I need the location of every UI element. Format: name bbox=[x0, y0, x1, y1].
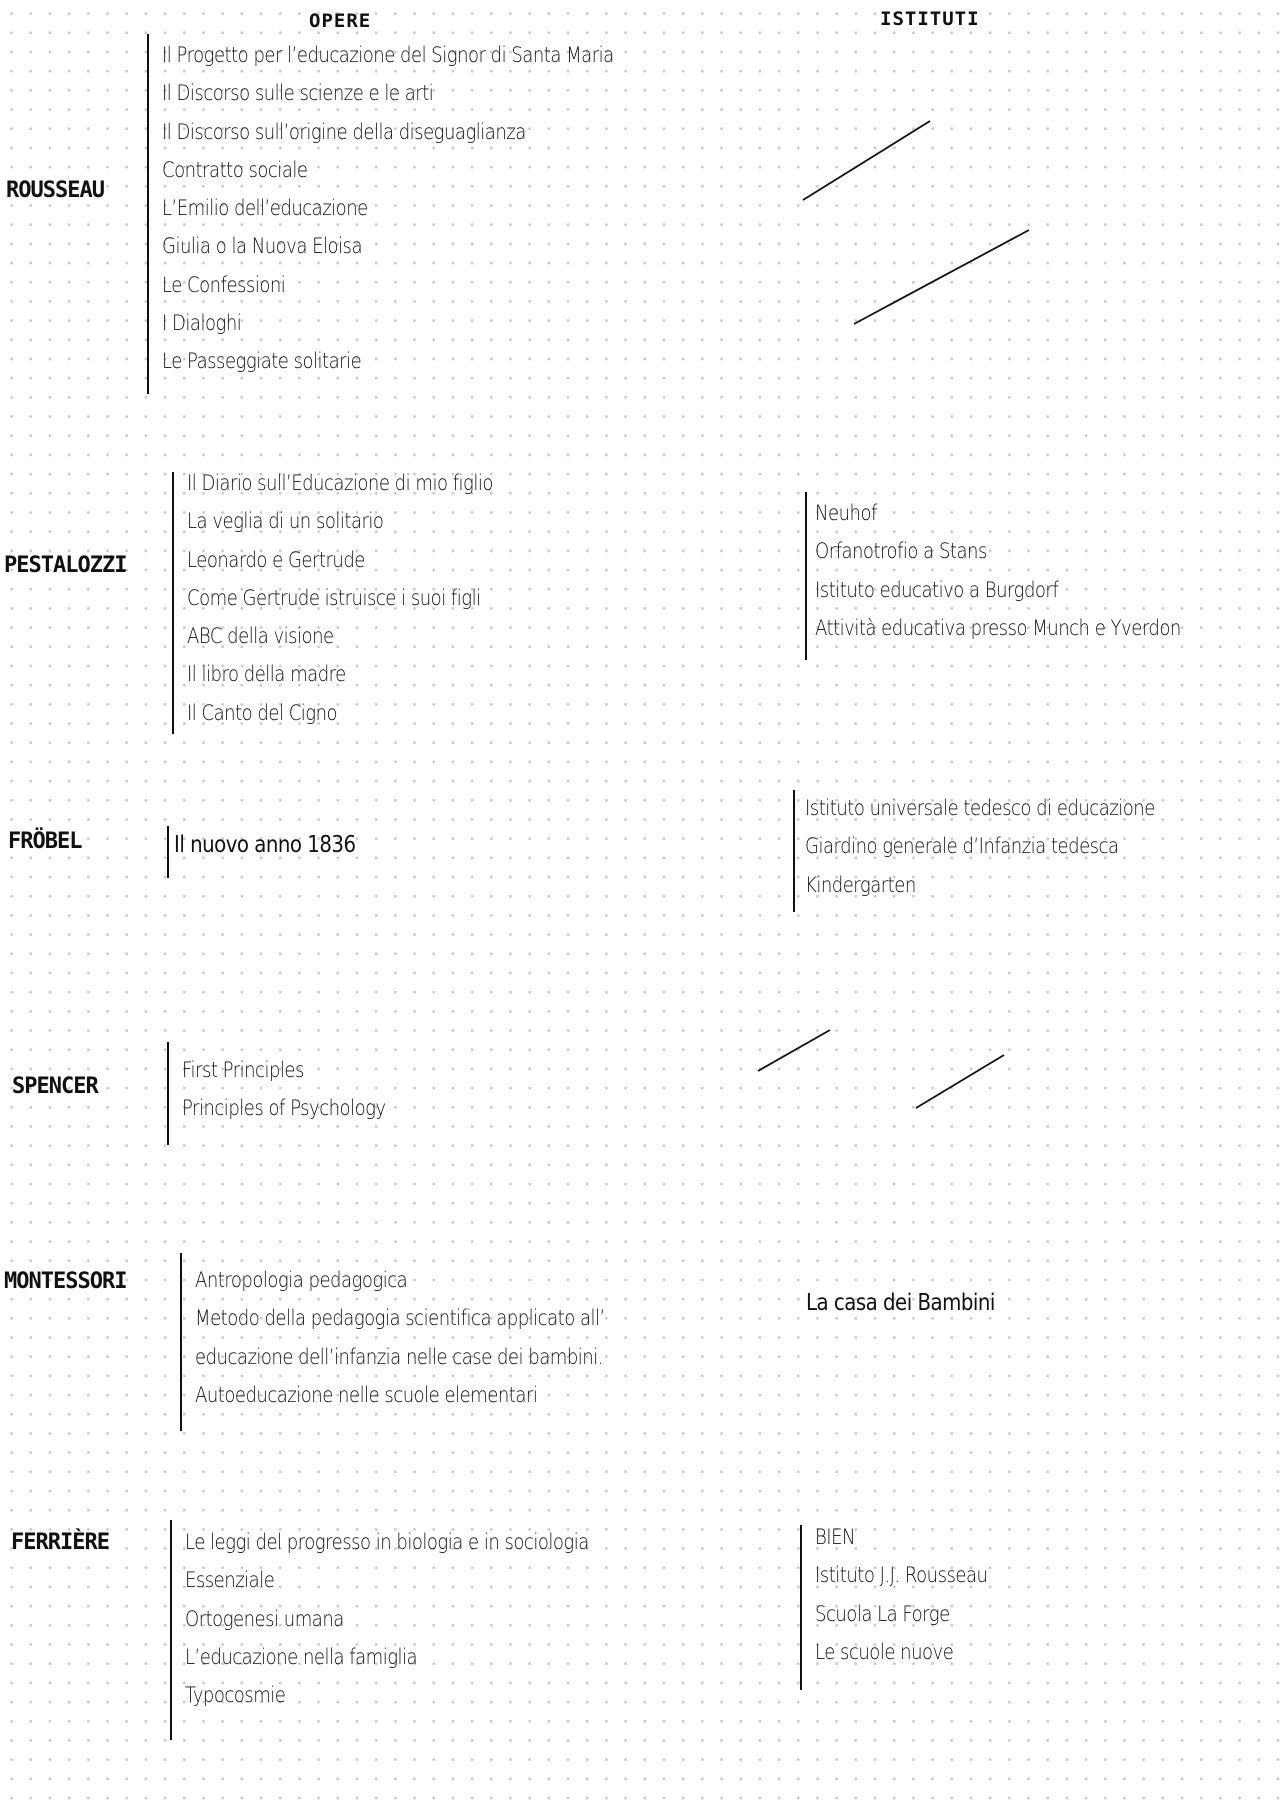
list-item: Metodo della pedagogia scientifica applicato all’ bbox=[195, 1306, 605, 1331]
list-item: Giulia o la Nuova Eloisa bbox=[162, 234, 363, 259]
list-item: Autoeducazione nelle scuole elementari bbox=[195, 1382, 538, 1407]
list-item: L’educazione nella famiglia bbox=[185, 1644, 418, 1669]
rousseau-name: ROUSSEAU bbox=[6, 178, 104, 203]
list-item: Neuhof bbox=[815, 501, 877, 525]
list-item: L’Emilio dell’educazione bbox=[162, 196, 368, 221]
list-item: La veglia di un solitario bbox=[187, 509, 384, 534]
list-item: Leonardo e Gertrude bbox=[187, 547, 365, 572]
list-item: Attività educativa presso Munch e Yverdon bbox=[815, 615, 1181, 640]
list-item: Il libro della madre bbox=[187, 662, 346, 687]
pestalozzi-name: PESTALOZZI bbox=[4, 553, 127, 578]
list-item: Le Confessioni bbox=[162, 272, 286, 297]
spencer-empty-stroke-1 bbox=[758, 1030, 830, 1071]
rousseau-empty-stroke-2 bbox=[854, 230, 1029, 324]
istituti-header: ISTITUTI bbox=[880, 8, 980, 30]
spencer-empty-stroke-2 bbox=[916, 1055, 1004, 1108]
list-item: Come Gertrude istruisce i suoi figli bbox=[187, 585, 481, 610]
ferriere-name: FERRIÈRE bbox=[11, 1530, 109, 1555]
list-item: Il Diario sull’Educazione di mio figlio bbox=[187, 471, 493, 495]
list-item: Istituto J.J. Rousseau bbox=[815, 1563, 988, 1588]
list-item: Principles of Psychology bbox=[182, 1096, 386, 1121]
opere-header: OPERE bbox=[309, 10, 372, 32]
list-item: Istituto educativo a Burgdorf bbox=[815, 577, 1059, 602]
list-item: Il Discorso sull’origine della diseguaglianza bbox=[162, 119, 526, 144]
list-item: Il Progetto per l’educazione del Signor di Santa Maria bbox=[162, 43, 614, 67]
list-item: educazione dell’infanzia nelle case dei bambini. bbox=[195, 1344, 603, 1369]
spencer-name: SPENCER bbox=[12, 1074, 98, 1099]
list-item: Istituto universale tedesco di educazione bbox=[805, 796, 1155, 820]
list-item: Kindergarten bbox=[805, 872, 916, 897]
list-item: Giardino generale d’Infanzia tedesca bbox=[805, 834, 1119, 859]
list-item: Il Canto del Cigno bbox=[187, 700, 338, 725]
list-item: Essenziale bbox=[185, 1568, 275, 1593]
list-item: Ortogenesi umana bbox=[185, 1606, 344, 1631]
rousseau-empty-stroke-1 bbox=[803, 121, 930, 200]
list-item: Scuola La Forge bbox=[815, 1601, 950, 1626]
frobel-name: FRÖBEL bbox=[8, 829, 82, 854]
list-item: Contratto sociale bbox=[162, 157, 308, 182]
list-item: Orfanotrofio a Stans bbox=[815, 539, 987, 564]
list-item: Typocosmie bbox=[185, 1683, 286, 1708]
list-item: Antropologia pedagogica bbox=[195, 1268, 408, 1292]
list-item: ABC della visione bbox=[187, 624, 334, 649]
frobel-opera: Il nuovo anno 1836 bbox=[174, 832, 356, 858]
montessori-istituto: La casa dei Bambini bbox=[806, 1290, 995, 1316]
list-item: I Dialoghi bbox=[162, 311, 242, 336]
list-item: Le scuole nuove bbox=[815, 1639, 954, 1664]
montessori-name: MONTESSORI bbox=[4, 1269, 127, 1294]
list-item: First Principles bbox=[182, 1058, 304, 1082]
list-item: Le Passeggiate solitarie bbox=[162, 349, 362, 374]
list-item: BIEN bbox=[815, 1525, 856, 1549]
list-item: Le leggi del progresso in biologia e in sociologia bbox=[185, 1530, 589, 1554]
list-item: Il Discorso sulle scienze e le arti bbox=[162, 81, 434, 106]
